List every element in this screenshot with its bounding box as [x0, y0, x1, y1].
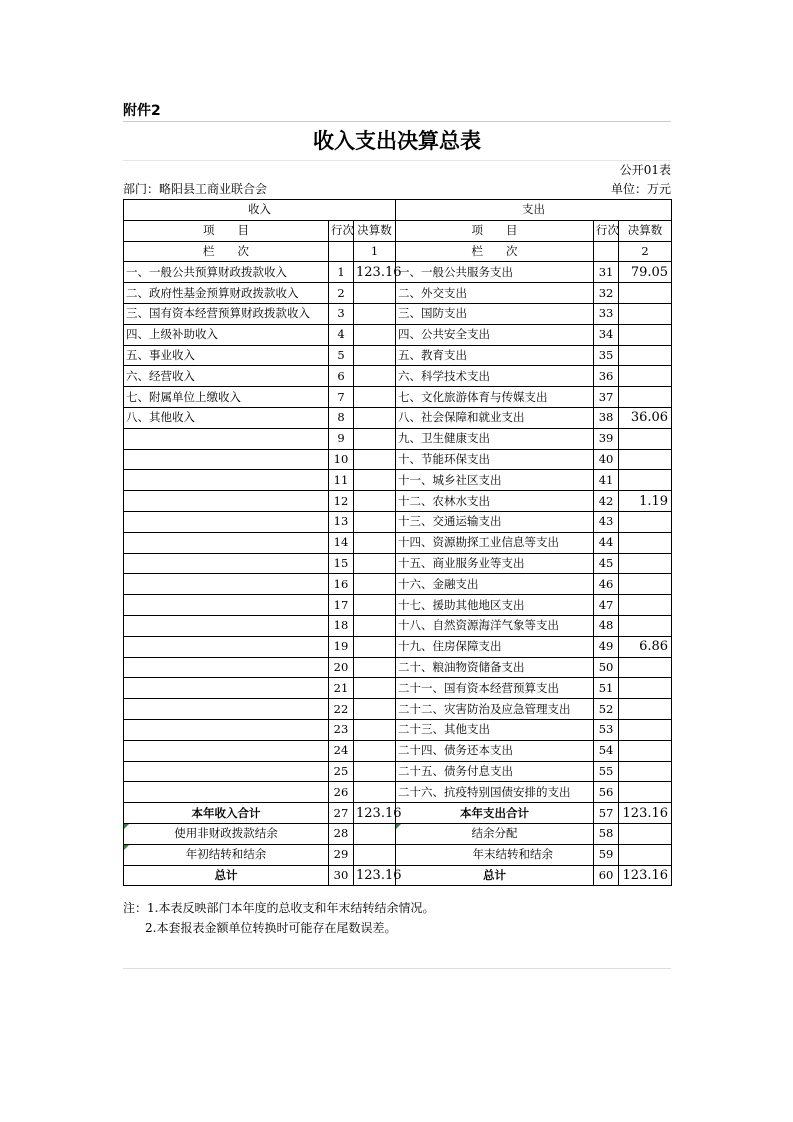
income-amount: [354, 407, 396, 428]
income-line-no: 13: [329, 511, 354, 532]
income-item: [124, 532, 329, 553]
income-item: [124, 491, 329, 512]
income-line-no: 16: [329, 574, 354, 595]
income-item: [124, 657, 329, 678]
income-item: [124, 761, 329, 782]
table-row: [124, 532, 672, 553]
table-row: [124, 699, 672, 720]
expense-line-no: 55: [594, 761, 619, 782]
expense-item: 十一、城乡社区支出: [396, 470, 594, 491]
income-amount: [354, 366, 396, 387]
grand-total-income-no: 30: [329, 865, 354, 886]
income-item: [124, 595, 329, 616]
table-row: [124, 407, 672, 428]
income-line-no: 20: [329, 657, 354, 678]
table-row: [124, 782, 672, 803]
table-row: [124, 761, 672, 782]
expense-amount: [619, 719, 672, 740]
income-item: 六、经营收入: [124, 366, 329, 387]
grand-total-expense-amount: 123.16: [619, 865, 672, 886]
expense-item: 二十五、债务付息支出: [396, 761, 594, 782]
income-line-no: 5: [329, 345, 354, 366]
expense-item: 六、科学技术支出: [396, 366, 594, 387]
income-amount: [354, 574, 396, 595]
income-amount: [354, 740, 396, 761]
notes: [123, 898, 671, 938]
expense-amount: [619, 470, 672, 491]
expense-item: 二十六、抗疫特别国债安排的支出: [396, 782, 594, 803]
expense-line-no: 49: [594, 636, 619, 657]
table-row: [124, 262, 672, 283]
expense-line-no: 53: [594, 719, 619, 740]
header-row-index: [124, 241, 672, 262]
nonfiscal-amount: [354, 823, 396, 844]
expense-amount: [619, 574, 672, 595]
income-amount: [354, 761, 396, 782]
expense-item: 八、社会保障和就业支出: [396, 407, 594, 428]
income-line-no: 21: [329, 678, 354, 699]
expense-line-no: 44: [594, 532, 619, 553]
income-item: [124, 615, 329, 636]
expense-item: 二十三、其他支出: [396, 719, 594, 740]
header-row-columns: [124, 220, 672, 241]
expense-amount: [619, 657, 672, 678]
expense-line-no: 31: [594, 262, 619, 283]
expense-line-no: 40: [594, 449, 619, 470]
expense-amount: [619, 283, 672, 304]
expense-item: 七、文化旅游体育与传媒支出: [396, 387, 594, 408]
income-item: [124, 636, 329, 657]
expense-amount: 79.05: [619, 262, 672, 283]
table-row: [124, 387, 672, 408]
income-column-index: 1: [354, 241, 396, 262]
income-amount: [354, 511, 396, 532]
income-expense-table: [123, 199, 672, 886]
expense-item: 三、国防支出: [396, 303, 594, 324]
department-unit-row: [123, 179, 671, 199]
income-amount: [354, 283, 396, 304]
income-item: [124, 449, 329, 470]
expense-item-header: 项 目: [396, 220, 594, 241]
expense-amount: [619, 366, 672, 387]
income-line-no: 15: [329, 553, 354, 574]
expense-line-no: 33: [594, 303, 619, 324]
expense-item: 二十二、灾害防治及应急管理支出: [396, 699, 594, 720]
empty-cell: [594, 241, 619, 262]
table-row: [124, 719, 672, 740]
expense-line-no: 45: [594, 553, 619, 574]
expense-item: 二十四、债务还本支出: [396, 740, 594, 761]
income-line-no: 12: [329, 491, 354, 512]
expense-item: 二十、粮油物资储备支出: [396, 657, 594, 678]
income-line-no: 26: [329, 782, 354, 803]
income-amount-header: 决算数: [354, 220, 396, 241]
expense-line-no: 51: [594, 678, 619, 699]
income-item: [124, 428, 329, 449]
expense-amount: 6.86: [619, 636, 672, 657]
unit-label: 单位：万元: [610, 182, 671, 196]
note-line-1: 注：1.本表反映部门本年度的总收支和年末结转结余情况。: [123, 901, 435, 916]
expense-amount: [619, 782, 672, 803]
begin-balance-amount: [354, 844, 396, 865]
expense-line-no: 36: [594, 366, 619, 387]
expense-line-no: 39: [594, 428, 619, 449]
income-line-no: 17: [329, 595, 354, 616]
table-row: [124, 303, 672, 324]
begin-balance-label: 年初结转和结余: [124, 844, 329, 865]
form-number: 公开01表: [619, 163, 671, 177]
income-line-no: 22: [329, 699, 354, 720]
income-amount: [354, 449, 396, 470]
income-item: [124, 719, 329, 740]
balance-row: [124, 844, 672, 865]
income-line-no: 24: [329, 740, 354, 761]
expense-item: 十五、商业服务业等支出: [396, 553, 594, 574]
expense-total-amount: 123.16: [619, 803, 672, 824]
income-line-no: 23: [329, 719, 354, 740]
expense-line-no: 34: [594, 324, 619, 345]
income-item: [124, 740, 329, 761]
expense-line-no: 54: [594, 740, 619, 761]
expense-line-no: 50: [594, 657, 619, 678]
income-amount: [354, 470, 396, 491]
expense-amount: [619, 699, 672, 720]
expense-item: 十三、交通运输支出: [396, 511, 594, 532]
income-total-label: 本年收入合计: [124, 803, 329, 824]
expense-amount: [619, 615, 672, 636]
nonfiscal-no: 28: [329, 823, 354, 844]
income-amount: [354, 595, 396, 616]
expense-amount: [619, 678, 672, 699]
income-amount: [354, 782, 396, 803]
expense-item: 十九、住房保障支出: [396, 636, 594, 657]
table-row: [124, 595, 672, 616]
income-item: [124, 678, 329, 699]
expense-item: 十、节能环保支出: [396, 449, 594, 470]
income-line-no: 7: [329, 387, 354, 408]
table-row: [124, 345, 672, 366]
expense-item: 二十一、国有资本经营预算支出: [396, 678, 594, 699]
income-line-no: 11: [329, 470, 354, 491]
income-item: [124, 574, 329, 595]
expense-amount: [619, 595, 672, 616]
income-item: [124, 699, 329, 720]
expense-amount-header: 决算数: [619, 220, 672, 241]
income-amount: [354, 719, 396, 740]
income-item-header: 项 目: [124, 220, 329, 241]
expense-item: 一、一般公共服务支出: [396, 262, 594, 283]
header-row-section: [124, 200, 672, 221]
income-amount: [354, 678, 396, 699]
expense-amount: [619, 511, 672, 532]
nonfiscal-label: 使用非财政拨款结余: [124, 823, 329, 844]
income-amount: [354, 615, 396, 636]
grand-total-expense-label: 总计: [396, 865, 594, 886]
expense-line-no: 48: [594, 615, 619, 636]
attachment-label: 附件2: [123, 101, 671, 122]
expense-line-no: 47: [594, 595, 619, 616]
income-amount: [354, 657, 396, 678]
expense-item: 十二、农林水支出: [396, 491, 594, 512]
table-row: [124, 491, 672, 512]
income-total-amount: 123.16: [354, 803, 396, 824]
income-line-no: 8: [329, 407, 354, 428]
end-balance-no: 59: [594, 844, 619, 865]
income-line-no: 25: [329, 761, 354, 782]
table-row: [124, 428, 672, 449]
expense-amount: [619, 761, 672, 782]
table-row: [124, 678, 672, 699]
income-item: 二、政府性基金预算财政拨款收入: [124, 283, 329, 304]
expense-amount: [619, 324, 672, 345]
expense-item: 十四、资源勘探工业信息等支出: [396, 532, 594, 553]
table-row: [124, 449, 672, 470]
expense-amount: [619, 553, 672, 574]
expense-amount: 36.06: [619, 407, 672, 428]
expense-line-header: 行次: [594, 220, 619, 241]
income-amount: [354, 303, 396, 324]
income-total-no: 27: [329, 803, 354, 824]
table-row: [124, 324, 672, 345]
expense-item: 四、公共安全支出: [396, 324, 594, 345]
note-line-2: 2.本套报表金额单位转换时可能存在尾数误差。: [145, 921, 397, 936]
expense-item: 二、外交支出: [396, 283, 594, 304]
empty-cell: [329, 241, 354, 262]
income-item: [124, 553, 329, 574]
expense-item: 九、卫生健康支出: [396, 428, 594, 449]
end-balance-amount: [619, 844, 672, 865]
table-row: [124, 366, 672, 387]
income-item: 五、事业收入: [124, 345, 329, 366]
income-line-no: 6: [329, 366, 354, 387]
income-amount: [354, 387, 396, 408]
expense-item: 十七、援助其他地区支出: [396, 595, 594, 616]
expense-total-no: 57: [594, 803, 619, 824]
expense-line-no: 37: [594, 387, 619, 408]
expense-line-no: 52: [594, 699, 619, 720]
income-item: 三、国有资本经营预算财政拨款收入: [124, 303, 329, 324]
expense-line-no: 32: [594, 283, 619, 304]
nonfiscal-row: [124, 823, 672, 844]
table-row: [124, 283, 672, 304]
table-row: [124, 615, 672, 636]
income-line-no: 3: [329, 303, 354, 324]
income-item: 四、上级补助收入: [124, 324, 329, 345]
income-line-no: 14: [329, 532, 354, 553]
expense-amount: [619, 740, 672, 761]
income-line-no: 18: [329, 615, 354, 636]
expense-amount: [619, 303, 672, 324]
expense-line-no: 56: [594, 782, 619, 803]
grand-total-income-amount: 123.16: [354, 865, 396, 886]
surplus-distribution-amount: [619, 823, 672, 844]
expense-amount: [619, 387, 672, 408]
page-title: 收入支出决算总表: [123, 122, 671, 161]
surplus-distribution-label: 结余分配: [396, 823, 594, 844]
expense-amount: [619, 345, 672, 366]
income-line-no: 19: [329, 636, 354, 657]
table-row: [124, 574, 672, 595]
expense-item: 五、教育支出: [396, 345, 594, 366]
income-amount: [354, 636, 396, 657]
grand-total-row: [124, 865, 672, 886]
table-row: [124, 470, 672, 491]
expense-column-index: 2: [619, 241, 672, 262]
income-item: [124, 470, 329, 491]
income-line-no: 9: [329, 428, 354, 449]
expense-line-no: 43: [594, 511, 619, 532]
total-row: [124, 803, 672, 824]
income-line-no: 10: [329, 449, 354, 470]
expense-item: 十六、金融支出: [396, 574, 594, 595]
department-label: 部门：略阳县工商业联合会: [123, 182, 268, 196]
income-item: 八、其他收入: [124, 407, 329, 428]
income-amount: [354, 699, 396, 720]
income-item: [124, 782, 329, 803]
income-item: [124, 511, 329, 532]
table-row: [124, 657, 672, 678]
expense-line-no: 41: [594, 470, 619, 491]
income-amount: [354, 553, 396, 574]
income-line-header: 行次: [329, 220, 354, 241]
expense-header: 支出: [396, 200, 672, 221]
table-row: [124, 553, 672, 574]
end-balance-label: 年末结转和结余: [396, 844, 594, 865]
expense-amount: [619, 428, 672, 449]
income-amount: [354, 345, 396, 366]
report-sheet: [123, 101, 671, 969]
bottom-divider: [123, 938, 671, 969]
surplus-distribution-no: 58: [594, 823, 619, 844]
expense-line-no: 42: [594, 491, 619, 512]
expense-line-no: 35: [594, 345, 619, 366]
income-item: 一、一般公共预算财政拨款收入: [124, 262, 329, 283]
table-row: [124, 511, 672, 532]
income-amount: [354, 324, 396, 345]
income-line-no: 1: [329, 262, 354, 283]
income-column-label: 栏 次: [124, 241, 329, 262]
expense-amount: [619, 532, 672, 553]
expense-line-no: 38: [594, 407, 619, 428]
grand-total-expense-no: 60: [594, 865, 619, 886]
table-row: [124, 636, 672, 657]
expense-amount: 1.19: [619, 491, 672, 512]
expense-line-no: 46: [594, 574, 619, 595]
income-item: 七、附属单位上缴收入: [124, 387, 329, 408]
income-amount: [354, 532, 396, 553]
income-amount: [354, 428, 396, 449]
expense-total-label: 本年支出合计: [396, 803, 594, 824]
income-amount: 123.16: [354, 262, 396, 283]
expense-column-label: 栏 次: [396, 241, 594, 262]
grand-total-income-label: 总计: [124, 865, 329, 886]
begin-balance-no: 29: [329, 844, 354, 865]
income-line-no: 2: [329, 283, 354, 304]
income-amount: [354, 491, 396, 512]
table-row: [124, 740, 672, 761]
income-header: 收入: [124, 200, 396, 221]
income-line-no: 4: [329, 324, 354, 345]
expense-amount: [619, 449, 672, 470]
expense-item: 十八、自然资源海洋气象等支出: [396, 615, 594, 636]
